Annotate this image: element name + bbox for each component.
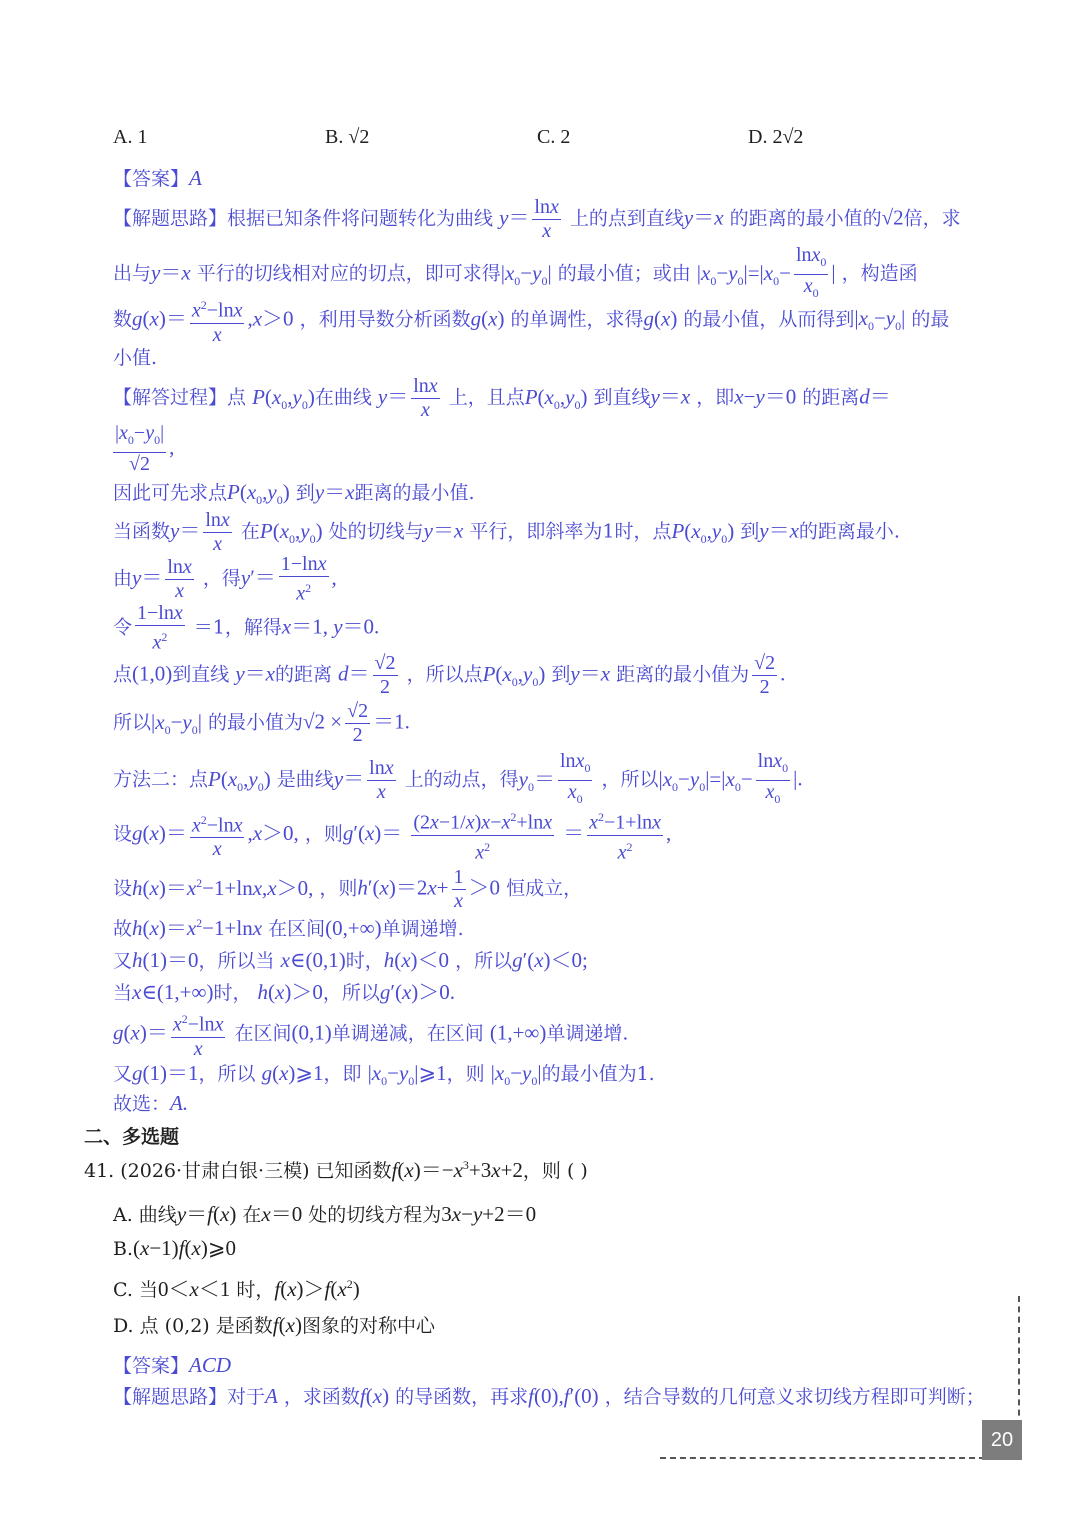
idea-line-2: 出与y＝x 平行的切线相对应的切点，即可求得$|x_0-y_0|$ 的最小值；或由 $|x_0-y_0|=|x_0-$ $\frac{\ln x_0}{x_0}$ | ，构造函 [113,244,918,300]
process-line-17: 故选：A. [113,1091,189,1115]
option-c: C. 2 [537,126,571,148]
process-line-1: 【解答过程】点 $P(x_0,y_0)$在曲线 y＝ $\frac{\ln x}{x}$ 上，且点$P(x_0,y_0)$ 到直线y＝x ，即x−y＝0 的距离d＝ [113,375,891,421]
q41-option-c: C. 当0＜x＜1 时，$f(x)>f(x^2)$ [113,1277,360,1301]
q41-option-b: B.(x−1)f(x)⩾0 [113,1236,236,1260]
process-line-8: 所以$|x_0-y_0|$ 的最小值为√2 × $\frac{√2}{2}$ ＝1. [113,700,410,746]
option-a: A. 1 [113,126,148,148]
process-line-16: 又g(1)＝1，所以 g(x)⩾1，即 $|x_0-y_0|⩾1$，则 $|x_0-y_0|$的最小值为1. [113,1061,655,1089]
page-number: 20 [982,1420,1022,1460]
process-line-7: 点(1,0)到直线 y＝x的距离 d＝ $\frac{√2}{2}$ ，所以点$P(x_0,y_0)$ 到y＝x 距离的最小值为 $\frac{√2}{2}$ . [113,652,786,698]
idea-line-3: 数g(x)＝ $\frac{x^2-\ln x}{x}$ ,x＞0 ，利用导数分析函数g(x) 的单调性，求得g(x) 的最小值，从而得到$|x_0-y_0|$ 的最 [113,294,949,347]
option-d: D. 2√2 [748,126,804,148]
process-line-14: 当x∈(1,+∞)时， h(x)＞0，所以g′(x)＞0. [113,980,456,1004]
dashed-border-right [1018,1296,1020,1426]
method-two-line: 方法二：点$P(x_0,y_0)$ 是曲线y＝ $\frac{\ln x}{x}$ 上的动点，得$y_0=$ $\frac{\ln x_0}{x_0}$ ，所以$|x_0-y_0|=|x_0-$ $\frac{\ln x_0}{x_0}$ |. [113,750,803,806]
process-line-13: 又h(1)＝0，所以当 x∈(0,1)时，h(x)＜0 ，所以g′(x)＜0; [113,948,588,972]
process-line-5: 由y＝ $\frac{\ln x}{x}$ ，得y′＝ $\frac{1-\ln x}{x^2}$ , [113,553,337,605]
q41-option-d: D. 点 (0,2) 是函数f(x)图象的对称中心 [113,1313,435,1337]
dashed-border-bottom [660,1457,985,1459]
derivative-g-line: 设g(x)＝ $\frac{x^2-\ln x}{x}$ ,x＞0, ，则g′(x)＝ $\frac{(2x-1/x)x-x^2+\ln x}{x^2}$ ＝ $\frac{x^2-1+\ln x}{x^2}$ , [113,806,671,864]
process-line-4: 当函数y＝ $\frac{\ln x}{x}$ 在$P(x_0,y_0)$ 处的切线与y＝x 平行，即斜率为1时，点$P(x_0,y_0)$ 到y＝x的距离最小. [113,509,900,555]
distance-fraction: $\frac{|x_0-y_0|}{√2}$ , [115,422,175,475]
answer-line: 【答案】A [113,166,202,190]
process-line-3: 因此可先求点$P(x_0,y_0)$ 到y＝x距离的最小值. [113,480,475,508]
process-line-12: 故$h(x)=x^2-1+\ln x$ 在区间(0,+∞)单调递增. [113,916,464,940]
idea-line-4: 小值. [113,347,158,369]
section-title: 二、多选题 [84,1126,180,1148]
idea-line-1: 【解题思路】根据已知条件将问题转化为曲线 y＝ $\frac{\ln x}{x}$ 上的点到直线y＝x 的距离的最小值的√2倍，求 [113,196,961,242]
process-line-15: g(x)＝ $\frac{x^2-\ln x}{x}$ 在区间(0,1)单调递减，在区间 (1,+∞)单调递增. [113,1008,628,1061]
option-b: B. √2 [325,126,370,148]
q41-idea: 【解题思路】对于A ，求函数f(x) 的导函数，再求f(0),f′(0) ，结合导数的几何意义求切线方程即可判断； [113,1384,985,1408]
q41-answer: 【答案】ACD [113,1353,232,1377]
q41-option-a: A. 曲线y＝f(x) 在x＝0 处的切线方程为3x−y+2＝0 [113,1202,537,1226]
process-line-6: 令 $\frac{1-\ln x}{x^2}$ ＝1，解得x＝1, y＝0. [113,602,380,654]
derivative-h-line: 设$h(x)=x^2-1+\ln x,x>0$, ，则h′(x)＝2x+ $\frac{1}{x}$ ＞0 恒成立， [113,866,583,912]
q41-stem: 41. (2026·甘肃白银·三模) 已知函数$f(x)=-x^3+3x+2$，则 ( ) [84,1158,588,1182]
